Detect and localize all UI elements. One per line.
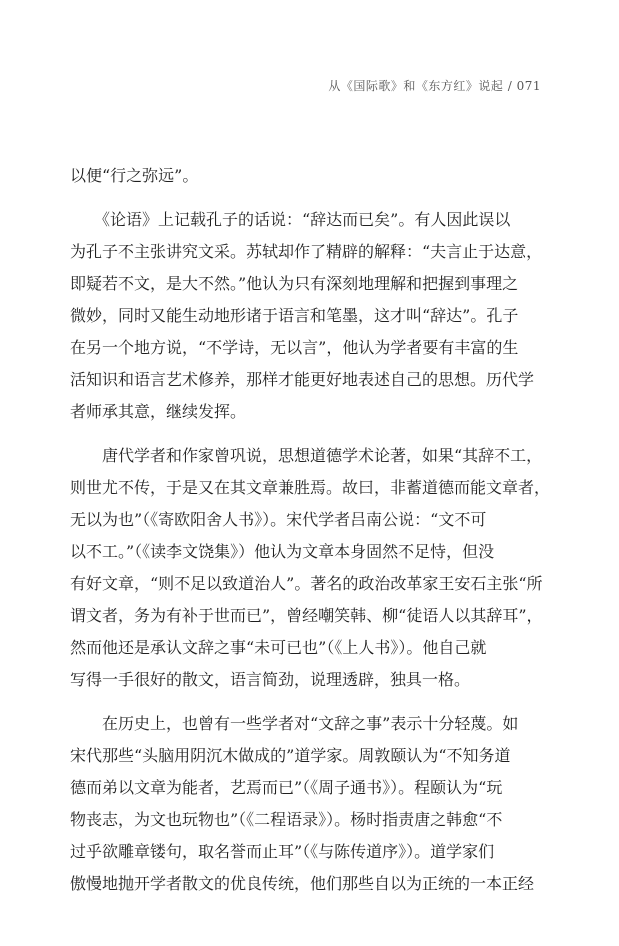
text-line: 宋代那些“头脑用阴沉木做成的”道学家。周敦颐认为“不知务道 [70,746,511,765]
text-line: 傲慢地抛开学者散文的优良传统，他们那些自以为正统的一本正经 [70,874,535,893]
text-line: 无以为也”（《寄欧阳舍人书》）。宋代学者吕南公说：“文不可 [70,510,487,529]
text-line: 即疑若不文，是大不然。”他认为只有深刻地理解和把握到事理之 [70,274,519,293]
text-line: 过乎欲雕章镂句，取名誉而止耳”（《与陈传道序》）。道学家们 [70,842,495,861]
running-header: 从《国际歌》和《东方红》说起 / 071 [328,79,541,93]
text-line: 谓文者，务为有补于世而已”，曾经嘲笑韩、柳“徒语人以其辞耳”， [70,606,543,625]
text-line: 活知识和语言艺术修养，那样才能更好地表述自己的思想。历代学 [70,370,535,389]
text-line: 《论语》上记载孔子的话说：“辞达而已矣”。有人因此误以 [70,210,511,229]
text-line: 为孔子不主张讲究文采。苏轼却作了精辟的解释：“夫言止于达意， [70,242,543,261]
text-line: 则世尤不传，于是又在其文章兼胜焉。故曰，非蓄道德而能文章者， [70,478,550,497]
body-text [70,160,550,900]
text-line: 然而他还是承认文辞之事“未可已也”（《上人书》）。他自己就 [70,638,487,657]
text-line: 以不工。”（《读李文饶集》）他认为文章本身固然不足恃，但没 [70,542,495,561]
text-line: 在另一个地方说，“不学诗，无以言”，他认为学者要有丰富的生 [70,338,519,357]
text-line: 微妙，同时又能生动地形诸于语言和笔墨，这才叫“辞达”。孔子 [70,306,519,325]
text-line: 有好文章，“则不足以致道治人”。著名的政治改革家王安石主张“所 [70,574,543,593]
text-line: 在历史上，也曾有一些学者对“文辞之事”表示十分轻蔑。如 [70,714,519,733]
text-line: 写得一手很好的散文，语言简劲，说理透辟，独具一格。 [70,670,471,689]
text-line: 者师承其意，继续发挥。 [70,402,247,421]
text-line: 以便“行之弥远”。 [70,166,199,185]
text-line: 唐代学者和作家曾巩说，思想道德学术论著，如果“其辞不工， [70,446,543,465]
text-line: 物丧志，为文也玩物也”（《二程语录》）。杨时指责唐之韩愈“不 [70,810,503,829]
text-line: 德而弟以文章为能者，艺焉而已”（《周子通书》）。程颐认为“玩 [70,778,503,797]
